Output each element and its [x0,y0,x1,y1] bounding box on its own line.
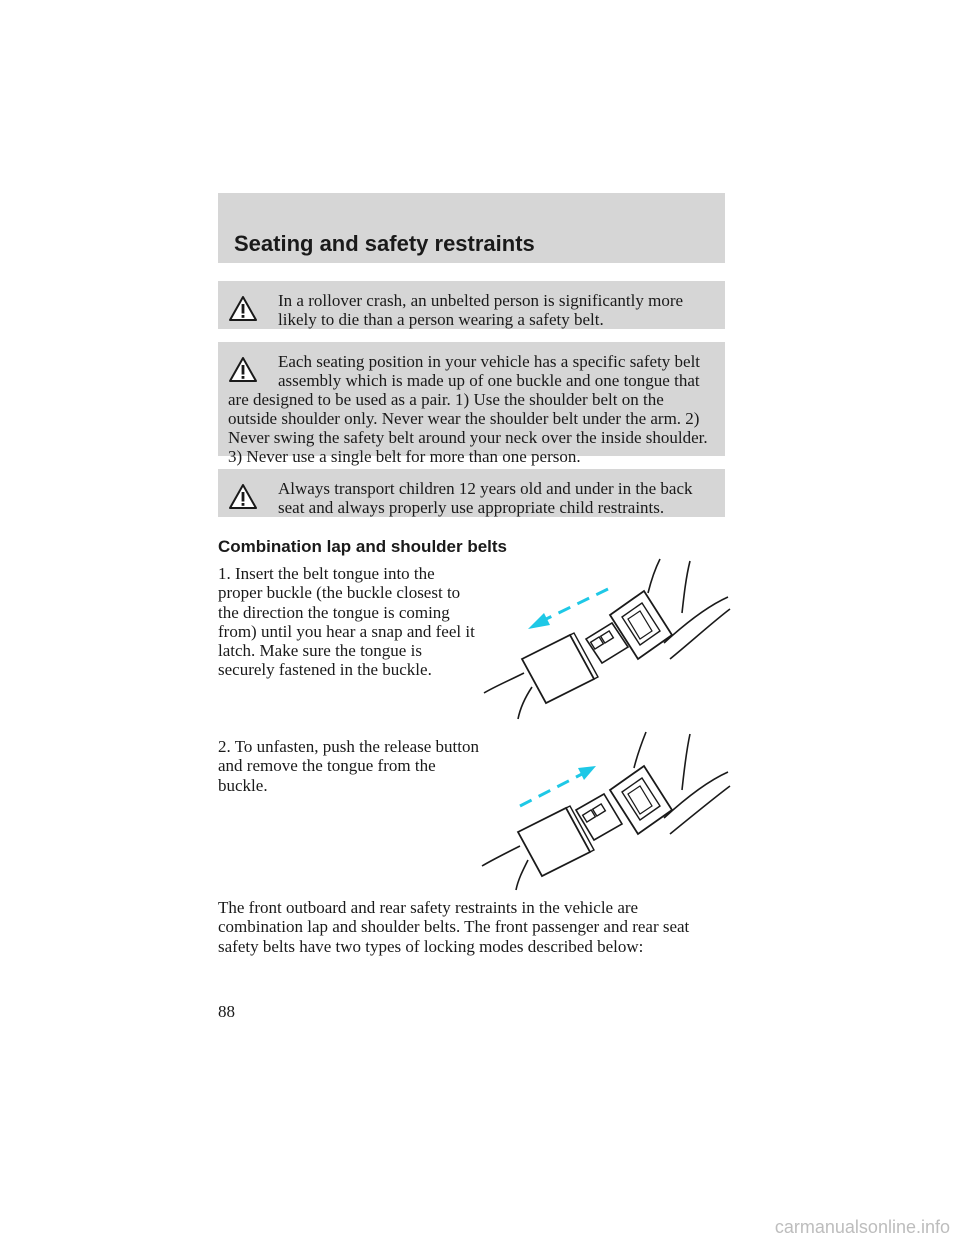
warning-box-belt-assembly [218,342,725,466]
warning-box-children [218,469,725,517]
section-header-bar [218,193,725,263]
section-heading: Combination lap and shoulder belts [218,537,508,556]
belt-fasten-illustration [478,555,738,725]
page-number: 88 [218,1002,235,1021]
warning-triangle-icon [228,356,258,384]
step-1-text: 1. Insert the belt tongue into the proper buckle (the buckle closest to the direction the tongue is coming from) until you hear a snap and feel it latch. Make sure the tongue is securely fastened in the buckle. [218,564,475,680]
warning-box-rollover [218,281,725,329]
warning-text: Each seating position in your vehicle has a specific safety belt assembly which is made up of one buckle and one tongue that are designed to be used as a pair. 1) Use the shoulder belt on the outside shoulder only. Never wear the shoulder belt under the arm. 2) Never swing the safety belt around your neck over the inside shoulder. 3) Never use a single belt for more than one person. [228,352,708,466]
step-2-text: 2. To unfasten, push the release button and remove the tongue from the buckle. [218,737,479,795]
belt-unfasten-illustration [478,728,738,893]
warning-text: In a rollover crash, an unbelted person is significantly more likely to die than a person wearing a safety belt. [278,291,684,329]
warning-triangle-icon [228,295,258,323]
watermark: carmanualsonline.info [774,1217,950,1237]
body-paragraph: The front outboard and rear safety restraints in the vehicle are combination lap and shoulder belts. The front passenger and rear seat safety belts have two types of locking modes described below: [218,898,690,956]
warning-text: Always transport children 12 years old and under in the back seat and always properly use appropriate child restraints. [278,479,693,517]
warning-triangle-icon [228,483,258,511]
page-title: Seating and safety restraints [234,231,535,256]
